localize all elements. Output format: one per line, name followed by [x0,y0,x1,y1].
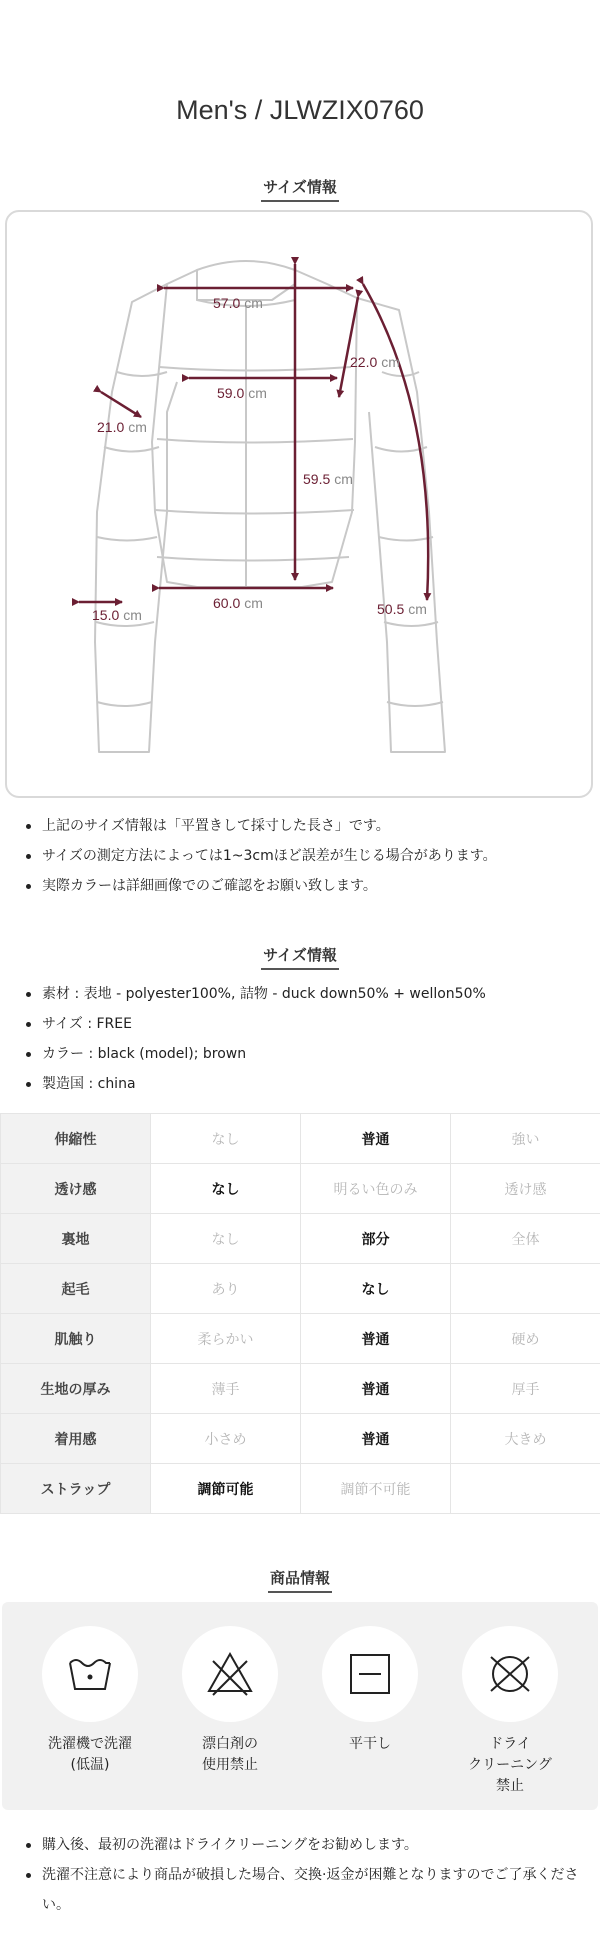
jacket-diagram [7,212,595,800]
property-option: 調節不可能 [301,1464,451,1514]
measure-line-sleeve-length [363,284,428,600]
care-item-dry-clean: ドライ クリーニング 禁止 [440,1626,580,1797]
property-option-selected: 普通 [301,1414,451,1464]
property-option: 薄手 [151,1364,301,1414]
measure-label-cuff: 15.0 cm [92,607,142,623]
property-option: 透け感 [451,1164,600,1214]
list-item: 洗濯不注意により商品が破損した場合、交換·返金が困難となりますのでご了承ください。 [20,1860,580,1920]
property-option: 強い [451,1114,600,1164]
measure-label-hem: 60.0 cm [213,595,263,611]
property-label: 生地の厚み [1,1364,151,1414]
property-option-selected: なし [151,1164,301,1214]
property-option-selected: 普通 [301,1364,451,1414]
table-row [1,1314,600,1364]
table-row [1,1264,600,1314]
washing-machine-low-temp-icon [65,1649,115,1699]
list-item: 製造国 : china [20,1069,580,1099]
property-option: 大きめ [451,1414,600,1464]
property-label: 起毛 [1,1264,151,1314]
list-item: 購入後、最初の洗濯はドライクリーニングをお勧めします。 [20,1830,580,1860]
care-item-dry: 平干し [300,1626,440,1755]
measure-label-length: 59.5 cm [303,471,353,487]
property-option: 全体 [451,1214,600,1264]
property-label: 透け感 [1,1164,151,1214]
property-option [451,1264,600,1314]
list-item: サイズ : FREE [20,1009,580,1039]
no-dry-clean-icon [485,1649,535,1699]
table-row [1,1414,600,1464]
size-diagram [5,210,593,798]
table-row [1,1364,600,1414]
property-option: 厚手 [451,1364,600,1414]
measure-label-armhole: 22.0 cm [350,354,400,370]
page-title: Men's / JLWZIX0760 [176,95,424,125]
dry-flat-icon [345,1649,395,1699]
measure-label-sleeve-length: 50.5 cm [377,601,427,617]
property-label: ストラップ [1,1464,151,1514]
measure-labels [92,295,427,623]
property-option: あり [151,1264,301,1314]
property-option-selected: 普通 [301,1114,451,1164]
list-item: サイズの測定方法によっては1~3cmほど誤差が生じる場合があります。 [20,841,580,871]
measure-label-shoulder: 57.0 cm [213,295,263,311]
size-info-heading: サイズ情報 [0,176,600,202]
property-option-selected: 調節可能 [151,1464,301,1514]
property-option: 明るい色のみ [301,1164,451,1214]
property-option-selected: 普通 [301,1314,451,1364]
property-option-selected: なし [301,1264,451,1314]
property-option: 柔らかい [151,1314,301,1364]
property-option: なし [151,1114,301,1164]
table-row [1,1114,600,1164]
care-item-bleach: 漂白剤の 使用禁止 [160,1626,300,1776]
property-option [451,1464,600,1514]
property-label: 裏地 [1,1214,151,1264]
property-label: 肌触り [1,1314,151,1364]
table-row [1,1164,600,1214]
size-notes [20,811,580,901]
list-item: 実際カラーは詳細画像でのご確認をお願い致します。 [20,871,580,901]
no-bleach-icon [205,1649,255,1699]
material-specs [20,979,580,1099]
measure-label-chest: 59.0 cm [217,385,267,401]
product-info-heading: 商品情報 [0,1567,600,1593]
property-label: 伸縮性 [1,1114,151,1164]
property-option: 硬め [451,1314,600,1364]
care-notes [20,1830,580,1920]
care-item-wash: 洗濯機で洗濯 (低温) [20,1626,160,1776]
property-label: 着用感 [1,1414,151,1464]
fabric-property-table [0,1113,600,1514]
measure-label-sleeve-width: 21.0 cm [97,419,147,435]
table-row [1,1214,600,1264]
list-item: 上記のサイズ情報は「平置きして採寸した長さ」です。 [20,811,580,841]
list-item: 素材 : 表地 - polyester100%, 詰物 - duck down50% + wellon50% [20,979,580,1009]
property-option: 小さめ [151,1414,301,1464]
measure-line-sleeve-width [101,392,141,417]
property-option: なし [151,1214,301,1264]
material-heading: サイズ情報 [0,944,600,970]
jacket-outline [95,261,445,752]
table-row [1,1464,600,1514]
care-instructions-panel [2,1602,598,1810]
list-item: カラー : black (model); brown [20,1039,580,1069]
property-option-selected: 部分 [301,1214,451,1264]
